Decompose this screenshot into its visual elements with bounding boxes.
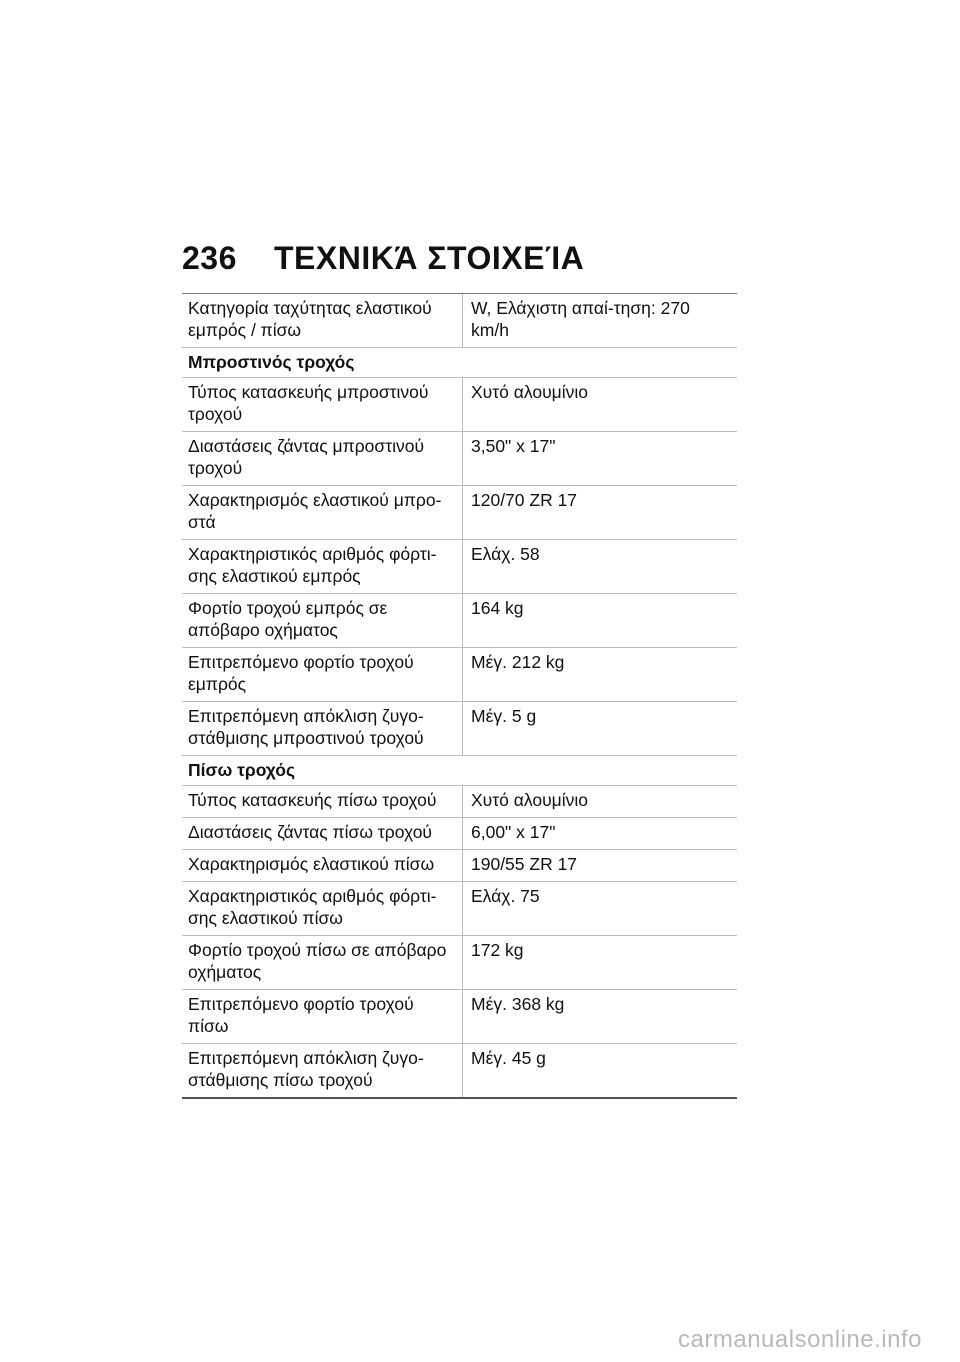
row-value: Μέγ. 45 g — [471, 1048, 546, 1068]
table-row — [182, 936, 737, 990]
table-row — [182, 850, 737, 882]
row-label: Χαρακτηριστικός αριθμός φόρτι-σης ελαστικού πίσω — [182, 882, 463, 935]
section-heading-rear: Πίσω τροχός — [182, 756, 737, 786]
row-label: Επιτρεπόμενο φορτίο τροχού πίσω — [182, 990, 463, 1043]
row-label: Επιτρεπόμενη απόκλιση ζυγο-στάθμισης πίσω τροχού — [182, 1044, 463, 1097]
row-label: Φορτίο τροχού πίσω σε απόβαρο οχήματος — [182, 936, 463, 989]
table-row — [182, 882, 737, 936]
table-row — [182, 594, 737, 648]
section-heading-front: Μπροστινός τροχός — [182, 348, 737, 378]
row-value: Χυτό αλουμίνιο — [471, 382, 588, 402]
page-header — [182, 240, 584, 277]
row-label: Διαστάσεις ζάντας πίσω τροχού — [182, 818, 463, 849]
row-label: Χαρακτηριστικός αριθμός φόρτι-σης ελαστικού εμπρός — [182, 540, 463, 593]
row-label: Φορτίο τροχού εμπρός σε απόβαρο οχήματος — [182, 594, 463, 647]
table-row — [182, 786, 737, 818]
row-label: Χαρακτηρισμός ελαστικού μπρο-στά — [182, 486, 463, 539]
row-label: Επιτρεπόμενο φορτίο τροχού εμπρός — [182, 648, 463, 701]
table-row — [182, 1044, 737, 1099]
row-value: Μέγ. 212 kg — [471, 652, 565, 672]
page-title: ΤΕΧΝΙΚΆ ΣΤΟΙΧΕΊΑ — [274, 240, 585, 276]
table-row — [182, 990, 737, 1044]
row-value: 164 kg — [471, 598, 524, 618]
row-value: W, Ελάχιστη απαί-τηση: 270 km/h — [471, 298, 690, 340]
row-value: Ελάχ. 75 — [471, 886, 540, 906]
table-row — [182, 648, 737, 702]
table-row — [182, 294, 737, 348]
table-row — [182, 432, 737, 486]
table-row — [182, 486, 737, 540]
row-label: Κατηγορία ταχύτητας ελαστικού εμπρός / πίσω — [182, 294, 463, 347]
row-label: Τύπος κατασκευής μπροστινού τροχού — [182, 378, 463, 431]
table-row — [182, 702, 737, 756]
row-value: Μέγ. 5 g — [471, 706, 537, 726]
row-value: Ελάχ. 58 — [471, 544, 540, 564]
row-value: 3,50" x 17" — [471, 436, 556, 456]
row-label: Επιτρεπόμενη απόκλιση ζυγο-στάθμισης μπροστινού τροχού — [182, 702, 463, 755]
row-value: 190/55 ZR 17 — [471, 854, 578, 874]
spec-table — [182, 293, 737, 1099]
row-value: 6,00" x 17" — [471, 822, 556, 842]
table-row — [182, 818, 737, 850]
row-label: Χαρακτηρισμός ελαστικού πίσω — [182, 850, 463, 881]
watermark-link[interactable]: carmanualsonline.info — [678, 1326, 922, 1353]
row-value: 120/70 ZR 17 — [471, 490, 578, 510]
table-row — [182, 378, 737, 432]
row-value: 172 kg — [471, 940, 524, 960]
row-value: Χυτό αλουμίνιο — [471, 790, 588, 810]
row-value: Μέγ. 368 kg — [471, 994, 565, 1014]
table-row — [182, 540, 737, 594]
row-label: Τύπος κατασκευής πίσω τροχού — [182, 786, 463, 817]
page-number: 236 — [182, 240, 237, 276]
row-label: Διαστάσεις ζάντας μπροστινού τροχού — [182, 432, 463, 485]
